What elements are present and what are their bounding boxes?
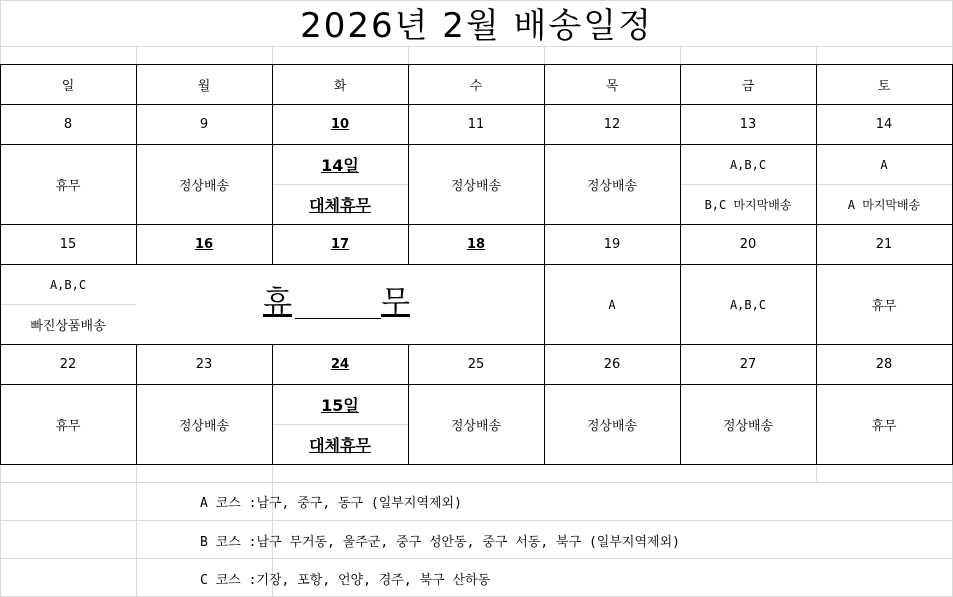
- holiday-left-char: 휴: [263, 285, 292, 320]
- schedule-cell: 정상배송: [586, 179, 638, 194]
- legend-course-b: [200, 531, 680, 550]
- date-cell-holiday: 16: [194, 237, 214, 252]
- date-cell: 21: [875, 237, 893, 252]
- date-cell: 11: [467, 117, 485, 132]
- weekday-thu: 목: [605, 79, 619, 94]
- grid-line: [136, 464, 137, 597]
- schedule-courses: A: [880, 157, 888, 172]
- legend-course-areas: 남구, 중구, 동구 (일부지역제외): [256, 496, 462, 511]
- legend-course-label: A 코스 :: [200, 496, 257, 511]
- page-title: 2026년 2월 배송일정: [300, 6, 653, 46]
- holiday-right-char: 무: [381, 285, 410, 320]
- schedule-last-delivery: B,C 마지막배송: [704, 198, 792, 212]
- schedule-cell: 휴무: [871, 419, 897, 434]
- schedule-cell: 정상배송: [178, 419, 230, 434]
- date-cell: 8: [63, 117, 73, 132]
- substitute-holiday-date: 15일: [321, 396, 359, 415]
- grid-line: [272, 46, 273, 64]
- schedule-cell: 정상배송: [450, 419, 502, 434]
- substitute-holiday-label: 대체휴무: [309, 196, 371, 215]
- date-cell: 14: [875, 117, 893, 132]
- grid-line: [816, 46, 817, 64]
- date-cell-holiday: 17: [330, 237, 350, 252]
- date-cell: 27: [739, 357, 757, 372]
- date-cell: 19: [603, 237, 621, 252]
- grid-line: [816, 464, 817, 482]
- legend-course-areas: 남구 무거동, 울주군, 중구 성안동, 중구 서동, 북구 (일부지역제외): [256, 535, 680, 550]
- schedule-cell: 휴무: [55, 419, 81, 434]
- date-cell-holiday: 10: [330, 117, 350, 132]
- grid-line: [136, 46, 137, 64]
- substitute-holiday-label: 대체휴무: [309, 436, 371, 455]
- grid-line: [0, 482, 953, 483]
- legend-course-label: B 코스 :: [200, 535, 257, 550]
- holiday-merged-cell: [137, 265, 544, 344]
- date-cell: 15: [59, 237, 77, 252]
- date-cell: 9: [199, 117, 209, 132]
- legend-course-label: C 코스 :: [200, 573, 257, 588]
- weekday-fri: 금: [741, 79, 755, 94]
- legend-course-a: [200, 492, 462, 511]
- legend-course-c: [200, 569, 490, 588]
- schedule-courses: A: [608, 297, 616, 312]
- date-cell: 25: [467, 357, 485, 372]
- schedule-missing-items: 빠진상품배송: [30, 319, 106, 334]
- grid-line: [680, 46, 681, 64]
- holiday-underline: [295, 318, 381, 319]
- grid-line: [0, 0, 953, 1]
- schedule-cell: 정상배송: [586, 419, 638, 434]
- schedule-cell: 정상배송: [450, 179, 502, 194]
- weekday-tue: 화: [333, 79, 347, 94]
- grid-line: [0, 520, 953, 521]
- schedule-cell: 정상배송: [722, 419, 774, 434]
- schedule-cell: 정상배송: [178, 179, 230, 194]
- weekday-sat: 토: [877, 79, 891, 94]
- date-cell: 26: [603, 357, 621, 372]
- grid-line: [0, 558, 953, 559]
- substitute-holiday-date: 14일: [321, 156, 359, 175]
- schedule-courses: A,B,C: [729, 157, 767, 172]
- date-cell: 20: [739, 237, 757, 252]
- date-cell: 12: [603, 117, 621, 132]
- schedule-last-delivery: A 마지막배송: [847, 198, 921, 212]
- date-cell: 23: [195, 357, 213, 372]
- date-cell: 28: [875, 357, 893, 372]
- weekday-sun: 일: [61, 79, 75, 94]
- schedule-cell: 휴무: [55, 179, 81, 194]
- date-cell: 13: [739, 117, 757, 132]
- schedule-courses: A,B,C: [49, 277, 87, 292]
- schedule-courses: A,B,C: [729, 297, 767, 312]
- date-cell: 22: [59, 357, 77, 372]
- date-cell-holiday: 24: [330, 357, 350, 372]
- grid-line: [408, 46, 409, 64]
- weekday-wed: 수: [469, 79, 483, 94]
- weekday-mon: 월: [197, 79, 211, 94]
- grid-line: [544, 46, 545, 64]
- date-cell-holiday: 18: [466, 237, 486, 252]
- table-border: [0, 464, 953, 465]
- legend-course-areas: 기장, 포항, 언양, 경주, 북구 산하동: [256, 573, 491, 588]
- schedule-cell: 휴무: [871, 299, 897, 314]
